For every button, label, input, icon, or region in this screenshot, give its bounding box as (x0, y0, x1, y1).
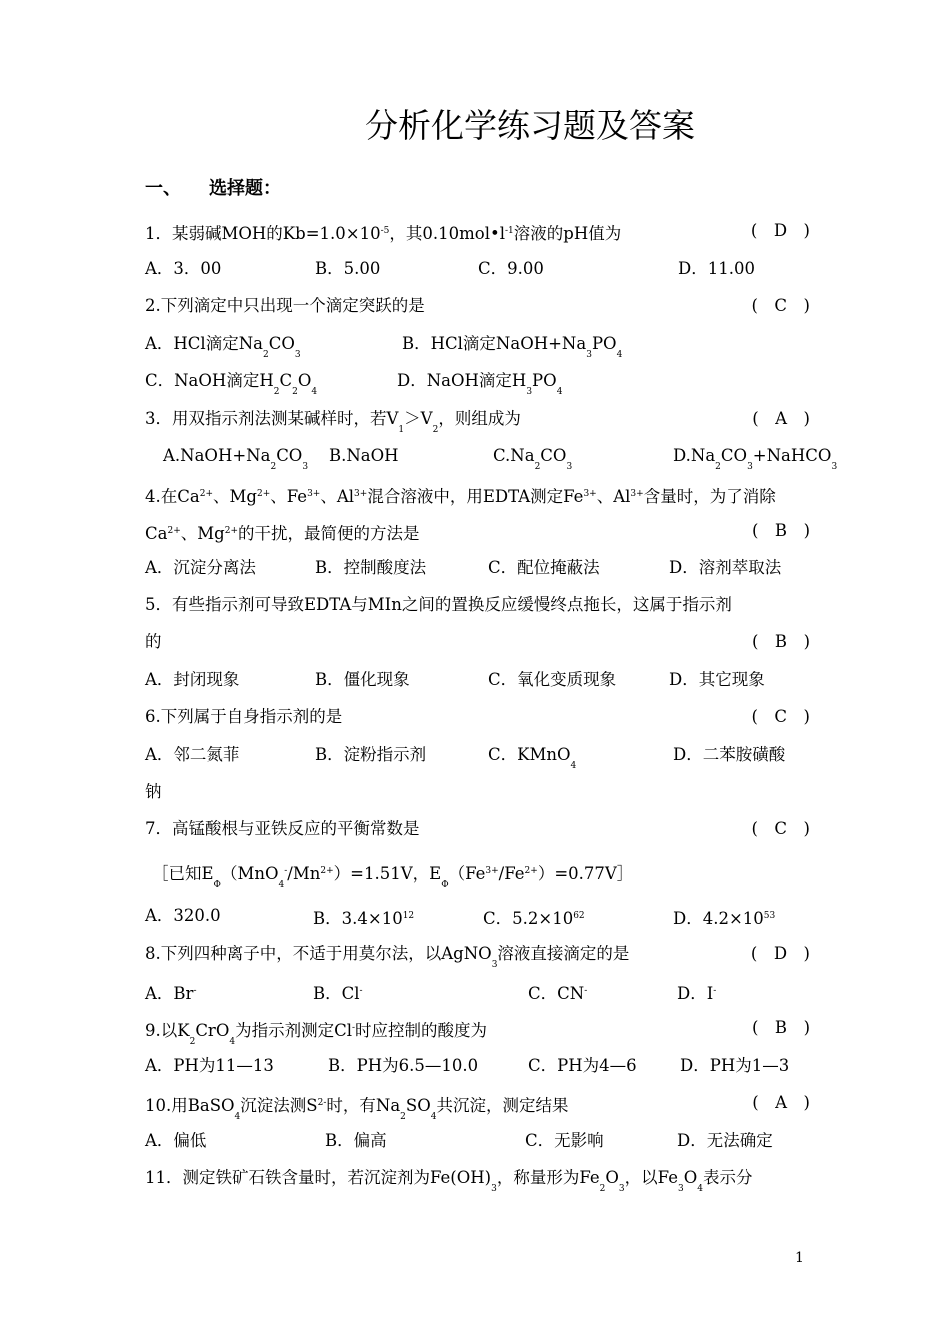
option-b: B．Cl- (313, 984, 363, 1003)
question-11: 11．测定铁矿石铁含量时，若沉淀剂为$Fe(OH)_3$，称量形为$Fe_2O_3$，以$Fe_3O_4$表示分 (145, 1168, 753, 1194)
page-title: 分析化学练习题及答案 (365, 106, 695, 145)
question-3-options (145, 443, 838, 472)
answer: ( B ) (752, 632, 810, 651)
option-c: C．9.00 (478, 259, 544, 278)
option-b: B.NaOH (329, 446, 399, 465)
question-5-options (145, 667, 810, 693)
option-d: D．溶剂萃取法 (669, 558, 782, 577)
question-7-given: ［已知$E_\Phi(MnO_4^-/Mn^{2+})=1.51V$，$E_\Phi(Fe^{3+}/Fe^{2+})=0.77V]$ (152, 864, 634, 890)
option-d: D．二苯胺磺酸 (673, 745, 786, 764)
option-b: B．$3.4\times 10^{12}$ (313, 909, 415, 928)
page-number: 1 (795, 1250, 804, 1266)
option-a: A．320.0 (145, 906, 221, 925)
question-9-options (145, 1053, 810, 1079)
answer: ( B ) (752, 1018, 810, 1037)
answer: ( C ) (751, 819, 810, 838)
option-a: A．HCl滴定$Na_2CO_3$ (145, 334, 301, 360)
option-a: A．邻二氮菲 (145, 745, 240, 764)
option-b: B．HCl滴定$NaOH+Na_3PO_4$ (402, 334, 623, 360)
question-4-line-2: $Ca^{2+}$、$Mg^{2+}$的干扰，最简便的方法是 ( B ) (145, 518, 810, 544)
option-a: A．3．00 (145, 259, 222, 278)
option-a: A．偏低 (145, 1131, 207, 1150)
answer: ( C ) (751, 707, 810, 726)
option-a: A．Br- (145, 984, 197, 1003)
option-d: D．11.00 (678, 259, 755, 278)
option-b: B．5.00 (315, 259, 381, 278)
option-b: B．淀粉指示剂 (315, 745, 427, 764)
question-7-options (145, 903, 810, 929)
option-a: $A.NaOH+Na_2CO_3$ (163, 446, 309, 472)
option-b: B．控制酸度法 (315, 558, 427, 577)
option-c: C．配位掩蔽法 (488, 558, 600, 577)
option-b: B．僵化现象 (315, 670, 410, 689)
option-d: D．PH为1—3 (680, 1056, 790, 1075)
option-c: $C.Na_2CO_3$ (493, 446, 573, 472)
question-1-options (145, 256, 810, 282)
option-c: C．PH为4—6 (528, 1056, 637, 1075)
question-10: 10.用BaSO$_4$沉淀法测$S^{2-}$时，有$Na_2SO_4$共沉淀，测定结果 ( A ) (145, 1090, 810, 1116)
option-d: D．$4.2\times 10^{53}$ (673, 909, 776, 928)
question-6-options (145, 742, 810, 771)
question-6-option-d-cont: 钠 (145, 782, 162, 801)
question-3: 3．用双指示剂法测某碱样时，若$V_1>V_2$，则组成为 ( A ) (145, 406, 810, 432)
question-2-options-cd (145, 368, 810, 397)
option-a: A．沉淀分离法 (145, 558, 256, 577)
answer: ( D ) (750, 944, 810, 963)
option-c: C．NaOH滴定$H_2C_2O_4$ (145, 371, 318, 397)
question-8: 8.下列四种离子中，不适于用莫尔法，以AgNO$_3$溶液直接滴定的是 ( D ) (145, 941, 810, 967)
question-5-line-2: 的 ( B ) (145, 629, 810, 655)
option-c: C．KMnO$_4$ (488, 745, 577, 771)
question-2-options-ab (145, 331, 810, 360)
question-2: 2.下列滴定中只出现一个滴定突跃的是 ( C ) (145, 293, 810, 319)
answer: ( A ) (752, 409, 810, 428)
question-4: 4.在$Ca^{2+}$、$Mg^{2+}$、$Fe^{3+}$、$Al^{3+}$混合溶液中，用EDTA测定$Fe^{3+}$、$Al^{3+}$含量时，为了消除 (145, 487, 776, 506)
option-c: C．CN- (528, 984, 588, 1003)
option-a: A．PH为11—13 (145, 1056, 274, 1075)
option-b: B．PH为6.5—10.0 (328, 1056, 479, 1075)
option-d: D．无法确定 (677, 1131, 773, 1150)
question-9: 9.以$K_2CrO_4$为指示剂测定Cl-时应控制的酸度为 ( B ) (145, 1015, 810, 1041)
section-label: 选择题： (209, 178, 281, 199)
option-d: D．I- (677, 984, 717, 1003)
question-6: 6.下列属于自身指示剂的是 ( C ) (145, 704, 810, 730)
option-d: D．其它现象 (669, 670, 765, 689)
section-heading (145, 174, 281, 200)
option-d: $D.Na_2CO_3+NaHCO_3$ (673, 446, 838, 472)
option-c: C．无影响 (525, 1131, 604, 1150)
answer: ( A ) (752, 1093, 810, 1112)
section-number: 一、 (145, 178, 181, 199)
question-8-options (145, 978, 810, 1004)
question-1: 1．某弱碱MOH的$Kb=1.0\times 10^{-5}$，其$0.10mol•l^{-1}$溶液的pH值为 ( D ) (145, 218, 810, 244)
option-a: A．封闭现象 (145, 670, 240, 689)
answer: ( C ) (751, 296, 810, 315)
option-d: D．NaOH滴定$H_3PO_4$ (397, 371, 563, 397)
question-7: 7．高锰酸根与亚铁反应的平衡常数是 ( C ) (145, 816, 810, 842)
option-c: C．$5.2\times 10^{62}$ (483, 909, 585, 928)
option-c: C．氧化变质现象 (488, 670, 617, 689)
answer: ( D ) (750, 221, 810, 240)
answer: ( B ) (752, 521, 810, 540)
question-5: 5．有些指示剂可导致EDTA与MIn之间的置换反应缓慢终点拖长，这属于指示剂 (145, 595, 732, 614)
question-10-options (145, 1128, 810, 1154)
question-4-options (145, 555, 810, 581)
option-b: B．偏高 (325, 1131, 387, 1150)
